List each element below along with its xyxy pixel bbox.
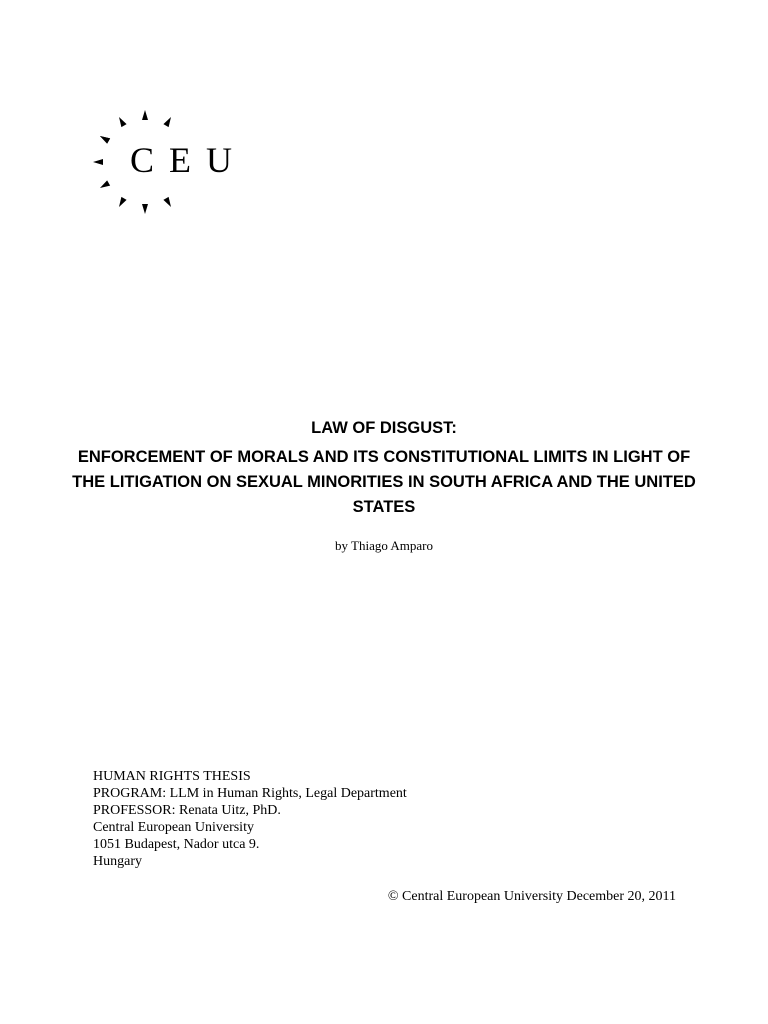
program-line: PROGRAM: LLM in Human Rights, Legal Department: [93, 786, 407, 801]
copyright-notice: © Central European University December 20, 2011: [387, 889, 676, 904]
ceu-logo-wordmark: [130, 140, 247, 180]
university-line: Central European University: [93, 820, 254, 835]
thesis-type: HUMAN RIGHTS THESIS: [93, 769, 251, 784]
address-line: 1051 Budapest, Nador utca 9.: [93, 837, 260, 852]
logo-letter-c: C: [130, 140, 155, 180]
logo-triangle-mark: [142, 110, 148, 120]
logo-triangle-mark: [163, 197, 173, 209]
professor-line: PROFESSOR: Renata Uitz, PhD.: [93, 803, 281, 818]
thesis-title-main: LAW OF DISGUST:: [311, 419, 457, 437]
country-line: Hungary: [93, 854, 142, 869]
logo-triangle-mark: [98, 133, 110, 143]
thesis-details: [93, 768, 407, 870]
logo-triangle-mark: [116, 115, 126, 127]
logo-triangle-mark: [142, 204, 148, 214]
logo-triangle-mark: [93, 159, 103, 165]
logo-triangle-mark: [163, 115, 173, 127]
author-byline: by Thiago Amparo: [335, 538, 433, 553]
logo-triangle-mark: [98, 180, 110, 190]
thesis-title: [60, 416, 708, 520]
logo-letter-e: E: [169, 140, 192, 180]
thesis-title-subtitle: ENFORCEMENT OF MORALS AND ITS CONSTITUTIONAL LIMITS IN LIGHT OF THE LITIGATION ON SEXUAL MINORITIES IN SOUTH AFRICA AND THE UNITED STATES: [72, 448, 696, 516]
ceu-logo: [88, 104, 258, 216]
logo-triangle-mark: [116, 197, 126, 209]
logo-letter-u: U: [206, 140, 233, 180]
